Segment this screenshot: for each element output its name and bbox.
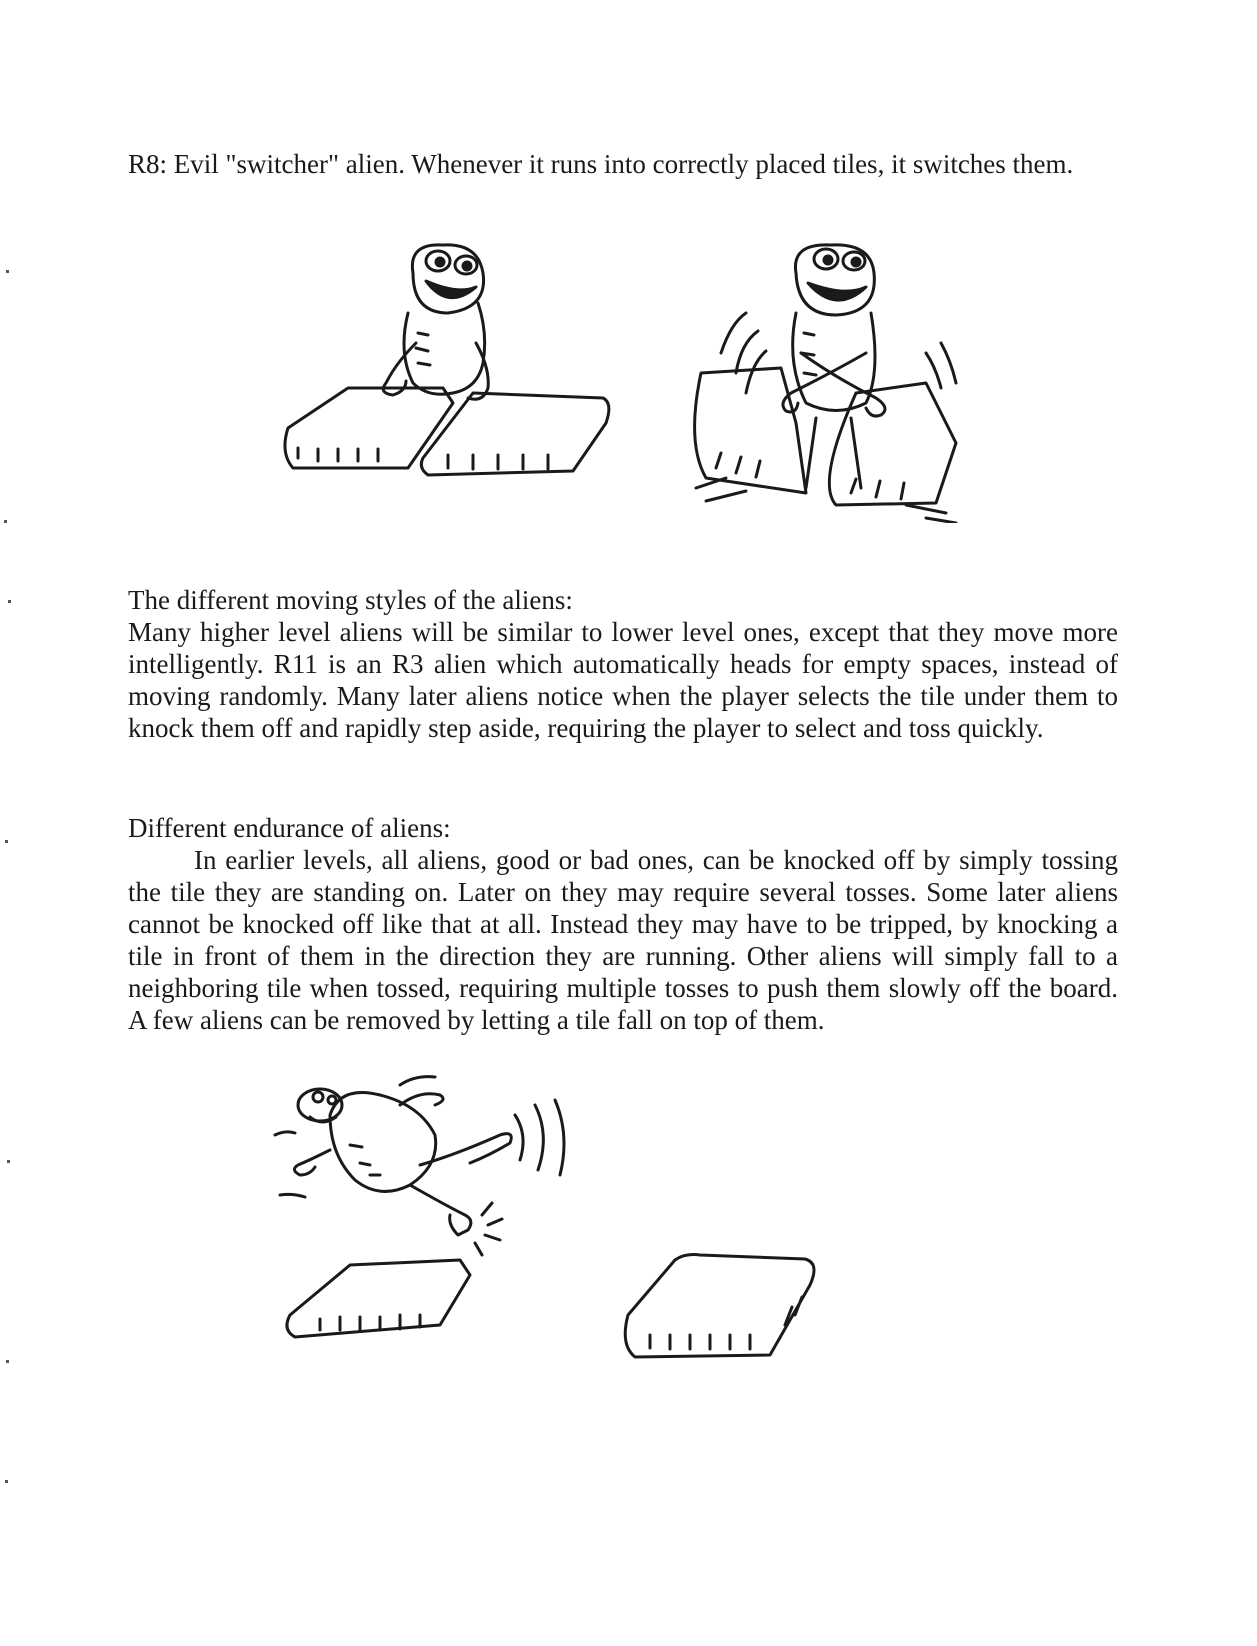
tripping-alien-illustration bbox=[270, 1075, 630, 1355]
single-tile-illustration bbox=[620, 1245, 830, 1375]
switcher-alien-illustration bbox=[686, 243, 986, 523]
moving-styles-body: Many higher level aliens will be similar to lower level ones, except that they move more intelligently. R11 is an R3 alien which automatically heads for empty spaces, instead of moving randomly. Many later aliens notice when the player selects the tile under them to knock them off and rapidly step aside, requiring the player to select and toss quickly. bbox=[128, 617, 1118, 743]
endurance-body: In earlier levels, all aliens, good or bad ones, can be knocked off by simply tossing the tile they are standing on. Later on they may require several tosses. Some later aliens cannot be knocked off like that at all. Instead they may have to be tripped, by knocking a tile in front of them in the direction they are running. Other aliens will simply fall to a neighboring tile when tossed, requiring multiple tosses to push them slowly off the board. A few aliens can be removed by letting a tile fall on top of them. bbox=[128, 845, 1118, 1035]
scan-speck bbox=[5, 1480, 8, 1483]
endurance-heading: Different endurance of aliens: bbox=[128, 813, 451, 843]
scan-speck bbox=[7, 1160, 10, 1163]
scan-speck bbox=[8, 600, 11, 603]
scan-speck bbox=[5, 840, 8, 843]
scan-speck bbox=[4, 520, 7, 523]
r8-paragraph: R8: Evil "switcher" alien. Whenever it runs into correctly placed tiles, it switches them. bbox=[128, 149, 1074, 179]
moving-styles-section bbox=[128, 584, 1118, 744]
endurance-section bbox=[128, 812, 1118, 1036]
scan-speck bbox=[6, 270, 9, 273]
moving-styles-heading: The different moving styles of the aliens: bbox=[128, 585, 573, 615]
alien-on-tiles-illustration bbox=[278, 243, 618, 483]
scan-speck bbox=[6, 1360, 9, 1363]
